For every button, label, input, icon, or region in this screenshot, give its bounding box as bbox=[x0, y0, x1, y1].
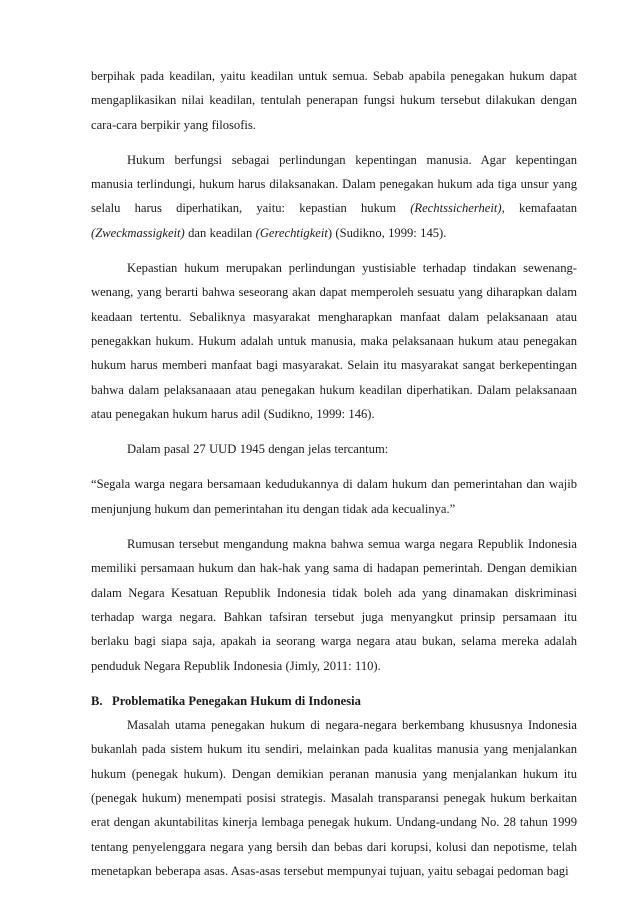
section-title: Problematika Penegakan Hukum di Indonesia bbox=[112, 693, 361, 708]
paragraph-legal-certainty: Kepastian hukum merupakan perlindungan yustisiable terhadap tindakan sewenang-wenang, yang berarti bahwa seseorang akan dapat memperoleh sesuatu yang diharapkan dalam keadaan tertentu. Sebaliknya masyarakat mengharapkan manfaat dalam pelaksanaan atau penegakkan hukum. Hukum adalah untuk manusia, maka pelaksanaan hukum atau penegakan hukum harus memberi manfaat bagi masyarakat. Selain itu masyarakat sangat berkepentingan bahwa dalam pelaksanaaan atau penegakan hukum keadilan diperhatikan. Dalam pelaksanaan atau penegakan hukum harus adil (Sudikno, 1999: 146). bbox=[91, 261, 577, 421]
italic-term-rechtssicherheit: (Rechtssicherheit) bbox=[410, 201, 502, 216]
paragraph-text: dan keadilan bbox=[184, 225, 256, 240]
paragraph-continuation: berpihak pada keadilan, yaitu keadilan untuk semua. Sebab apabila penegakan hukum dapat mengaplikasikan nilai keadilan, tentulah penerapan fungsi hukum tersebut dilakukan dengan cara-cara berpikir yang filosofis. bbox=[91, 69, 577, 132]
paragraph-text: ) (Sudikno, 1999: 145). bbox=[327, 225, 447, 240]
section-heading bbox=[91, 689, 577, 713]
paragraph-formulation: Rumusan tersebut mengandung makna bahwa semua warga negara Republik Indonesia memiliki persamaan hukum dan hak-hak yang sama di hadapan pemerintah. Dengan demikian dalam Negara Kesatuan Republik Indonesia tidak boleh ada yang dinamakan diskriminasi terhadap warga negara. Bahkan tafsiran tersebut juga menyangkut prinsip persamaan itu berlaku bagi siapa saja, apakah ia seorang warga negara atau bukan, selama mereka adalah penduduk Negara Republik Indonesia (Jimly, 2011: 110). bbox=[91, 537, 577, 673]
italic-term-zweckmassigkeit: (Zweckmassigkeit) bbox=[91, 225, 185, 240]
paragraph-text: Hukum berfungsi sebagai perlindungan kepentingan manusia. Agar kepentingan manusia terlindungi, hukum harus dilaksanakan. Dalam penegakan hukum ada tiga unsur yang selalu harus diperhatikan, yaitu: kepastian hukum bbox=[91, 152, 577, 216]
document-page bbox=[91, 64, 577, 883]
paragraph-text: , kemafaatan bbox=[501, 201, 577, 216]
paragraph-main-problem: Masalah utama penegakan hukum di negara-negara berkembang khususnya Indonesia bukanlah pada sistem hukum itu sendiri, melainkan pada kualitas manusia yang menjalankan hukum (penegak hukum). Dengan demikian peranan manusia yang menjalankan hukum itu (penegak hukum) menempati posisi strategis. Masalah transparansi penegak hukum berkaitan erat dengan akuntabilitas kinerja lembaga penegak hukum. Undang-undang No. 28 tahun 1999 tentang penyelenggara negara yang bersih dan bebas dari korupsi, kolusi dan nepotisme, telah menetapkan beberapa asas. Asas-asas tersebut mempunyai tujuan, yaitu sebagai pedoman bagi bbox=[91, 718, 577, 878]
paragraph-legal-function bbox=[91, 148, 577, 245]
italic-term-gerechtigkeit: (Gerechtigkeit bbox=[255, 225, 328, 240]
paragraph-article-intro: Dalam pasal 27 UUD 1945 dengan jelas tercantum: bbox=[127, 442, 389, 457]
section-number: B. bbox=[91, 693, 103, 708]
quote-article-27: “Segala warga negara bersamaan kedudukannya di dalam hukum dan pemerintahan dan wajib menjunjung hukum dan pemerintahan itu dengan tidak ada kecualinya.” bbox=[91, 477, 577, 516]
